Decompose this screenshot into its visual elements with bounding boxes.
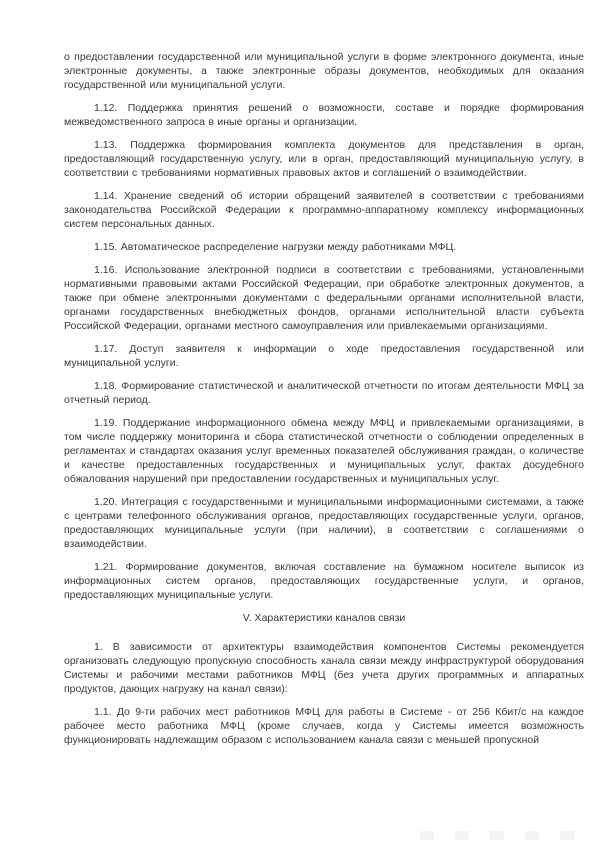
paragraph-1-12: 1.12. Поддержка принятия решений о возможности, составе и порядке формирования межведомственного запроса в иные органы и организации. [64,102,584,128]
paragraph-section-1: 1. В зависимости от архитектуры взаимодействия компонентов Системы рекомендуется организовать следующую пропускную способность канала связи между инфраструктурой оборудования Системы и рабочими местами работников МФЦ (без учета других программных и аппаратных продуктов, дающих нагрузку на канал связи): [64,641,584,695]
paragraph-1-19: 1.19. Поддержание информационного обмена между МФЦ и привлекаемыми организациями, в том числе поддержку мониторинга и сбора статистической отчетности о соблюдении определенных в регламентах и стандартах оказания услуг временных показателей обслуживания граждан, о количестве и качестве предоставленных государственных и муниципальных услуг, фактах досудебного обжалования нарушений при предоставлении государственных и муниципальных услуг. [64,417,584,485]
paragraph-continuation: о предоставлении государственной или муниципальной услуги в форме электронного документа, иные электронные документы, а также электронные образы документов, необходимых для оказания государственной или муниципальной услуги. [64,51,584,91]
paragraph-1-15: 1.15. Автоматическое распределение нагрузки между работниками МФЦ. [94,241,457,253]
paragraph-1-18: 1.18. Формирование статистической и аналитической отчетности по итогам деятельности МФЦ за отчетный период. [64,380,584,406]
paragraph-1-17: 1.17. Доступ заявителя к информации о ходе предоставления государственной или муниципальной услуги. [64,343,584,369]
paragraph-1-14: 1.14. Хранение сведений об истории обращений заявителей в соответствии с требованиями законодательства Российской Федерации к программно-аппаратному комплексу информационных систем персональных данных. [64,190,584,230]
scan-artifact [420,831,594,840]
paragraph-1-13: 1.13. Поддержка формирования комплекта документов для представления в орган, предоставляющий государственную услугу, или в орган, предоставляющий муниципальную услугу, в соответствии с требованиями нормативных правовых актов и соглашений о взаимодействии. [64,139,584,179]
paragraph-1-21: 1.21. Формирование документов, включая составление на бумажном носителе выписок из информационных систем органов, предоставляющих государственные услуги, и органов, предоставляющих муниципальные услуги. [64,561,584,601]
paragraph-1-16: 1.16. Использование электронной подписи в соответствии с требованиями, установленными нормативными правовыми актами Российской Федерации, при обработке электронных документов, а также при обмене электронными документами с федеральными органами исполнительной власти, органами государственных внебюджетных фондов, органами исполнительной власти субъекта Российской Федерации, органами местного самоуправления или привлекаемыми организациями. [64,264,584,332]
paragraph-section-1-1: 1.1. До 9-ти рабочих мест работников МФЦ для работы в Системе - от 256 Кбит/с на каждое рабочее место работника МФЦ (кроме случаев, когда у Системы имеется возможность функционировать надлежащим образом с использованием канала связи с меньшей пропускной [64,706,584,746]
section-heading: V. Характеристики каналов связи [242,612,406,624]
paragraph-1-20: 1.20. Интеграция с государственными и муниципальными информационными системами, а также с центрами телефонного обслуживания органов, предоставляющих государственные услуги, органов, предоставляющих муниципальные услуги (при наличии), в соответствии с соглашениями о взаимодействии. [64,496,584,550]
